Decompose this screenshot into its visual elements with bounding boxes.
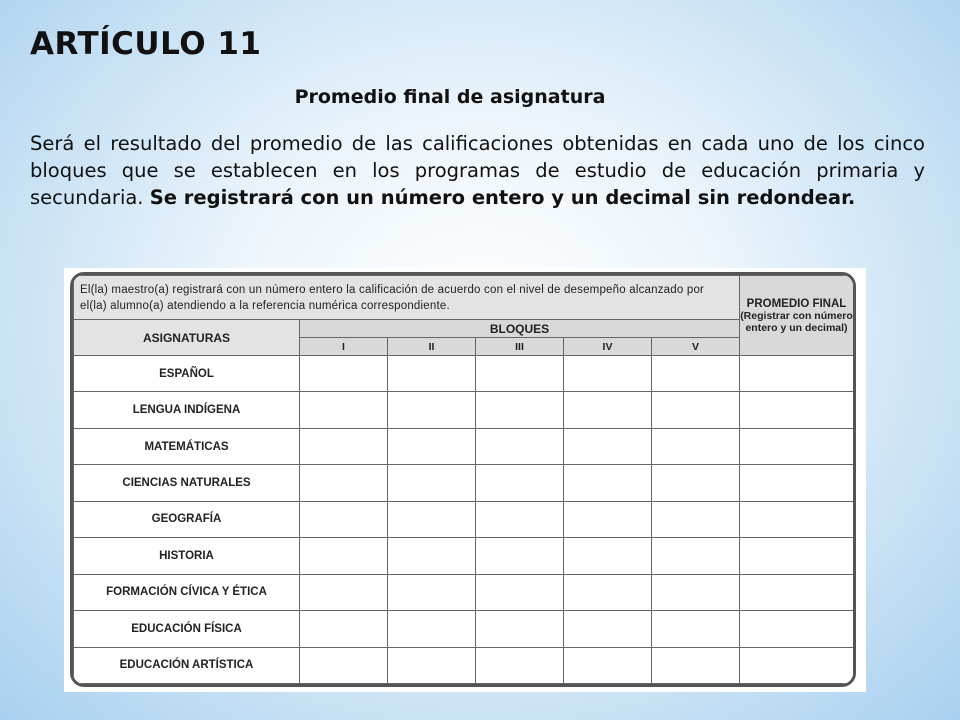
- bloque-grade-cell: [476, 392, 564, 428]
- subject-row: [74, 647, 854, 684]
- subject-row: [74, 428, 854, 464]
- bloque-grade-cell: [388, 392, 476, 428]
- bloque-grade-cell: [388, 465, 476, 501]
- promedio-final-cell: [740, 538, 854, 574]
- promedio-final-cell: [740, 356, 854, 392]
- bloque-grade-cell: [564, 501, 652, 537]
- subject-name: EDUCACIÓN FÍSICA: [74, 611, 300, 647]
- subject-name: ESPAÑOL: [74, 356, 300, 392]
- bloque-grade-cell: [300, 574, 388, 610]
- bloque-grade-cell: [652, 465, 740, 501]
- subject-row: [74, 356, 854, 392]
- promedio-final-note: (Registrar con número entero y un decimal): [740, 309, 853, 334]
- instruction-text: El(la) maestro(a) registrará con un número entero la calificación de acuerdo con el nivel de desempeño alcanzado por el(la) alumno(a) atendiendo a la referencia numérica correspondiente.: [74, 276, 740, 320]
- article-paragraph: [30, 130, 925, 211]
- bloque-grade-cell: [388, 611, 476, 647]
- bloque-grade-cell: [300, 647, 388, 684]
- instruction-row: [74, 276, 854, 320]
- bloque-grade-cell: [652, 647, 740, 684]
- bloque-grade-cell: [476, 538, 564, 574]
- promedio-final-cell: [740, 647, 854, 684]
- subject-name: GEOGRAFÍA: [74, 501, 300, 537]
- bloque-grade-cell: [564, 611, 652, 647]
- subject-row: [74, 611, 854, 647]
- promedio-final-cell: [740, 392, 854, 428]
- bloque-grade-cell: [300, 465, 388, 501]
- bloque-grade-cell: [388, 574, 476, 610]
- bloque-grade-cell: [652, 574, 740, 610]
- promedio-final-cell: [740, 465, 854, 501]
- page-title: ARTÍCULO 11: [30, 26, 262, 62]
- bloque-label: III: [476, 338, 564, 356]
- asignaturas-header: ASIGNATURAS: [74, 320, 300, 356]
- bloque-grade-cell: [476, 647, 564, 684]
- bloque-grade-cell: [564, 538, 652, 574]
- bloques-header-row: [74, 320, 854, 338]
- subject-row: [74, 538, 854, 574]
- bloque-grade-cell: [388, 647, 476, 684]
- subject-row: [74, 392, 854, 428]
- bloque-grade-cell: [388, 428, 476, 464]
- subject-row: [74, 465, 854, 501]
- bloque-grade-cell: [564, 465, 652, 501]
- subject-name: HISTORIA: [74, 538, 300, 574]
- bloque-grade-cell: [476, 356, 564, 392]
- bloque-grade-cell: [300, 428, 388, 464]
- subject-name: LENGUA INDÍGENA: [74, 392, 300, 428]
- bloque-grade-cell: [564, 647, 652, 684]
- bloque-grade-cell: [476, 574, 564, 610]
- bloque-label: I: [300, 338, 388, 356]
- paragraph-bold-text: Se registrará con un número entero y un decimal sin redondear.: [149, 186, 856, 209]
- subject-row: [74, 574, 854, 610]
- grades-table: [73, 275, 854, 684]
- bloque-grade-cell: [652, 356, 740, 392]
- bloque-grade-cell: [652, 392, 740, 428]
- promedio-final-title: PROMEDIO FINAL: [746, 297, 847, 310]
- bloque-grade-cell: [564, 392, 652, 428]
- bloque-grade-cell: [300, 611, 388, 647]
- grades-form-frame: [70, 272, 856, 687]
- promedio-final-cell: [740, 611, 854, 647]
- bloque-grade-cell: [476, 501, 564, 537]
- bloque-label: V: [652, 338, 740, 356]
- bloque-grade-cell: [300, 538, 388, 574]
- paragraph-normal-text: Será el resultado del promedio de las calificaciones obtenidas en cada uno de los cinco bloques que se establecen en los programas de estudio de educación primaria y secundaria.: [30, 132, 925, 209]
- bloque-grade-cell: [652, 538, 740, 574]
- subject-name: FORMACIÓN CÍVICA Y ÉTICA: [74, 574, 300, 610]
- bloque-label: II: [388, 338, 476, 356]
- bloque-grade-cell: [388, 356, 476, 392]
- bloque-grade-cell: [300, 392, 388, 428]
- bloque-grade-cell: [564, 356, 652, 392]
- subject-name: EDUCACIÓN ARTÍSTICA: [74, 647, 300, 684]
- bloque-grade-cell: [476, 611, 564, 647]
- section-subtitle: Promedio final de asignatura: [294, 86, 606, 108]
- bloques-header: BLOQUES: [300, 320, 740, 338]
- bloque-grade-cell: [300, 356, 388, 392]
- bloque-grade-cell: [564, 428, 652, 464]
- promedio-final-cell: [740, 428, 854, 464]
- bloque-grade-cell: [388, 538, 476, 574]
- subject-row: [74, 501, 854, 537]
- bloque-grade-cell: [564, 574, 652, 610]
- grades-form-image: [64, 268, 866, 692]
- promedio-final-cell: [740, 501, 854, 537]
- bloque-grade-cell: [300, 501, 388, 537]
- bloque-grade-cell: [652, 501, 740, 537]
- subject-name: CIENCIAS NATURALES: [74, 465, 300, 501]
- subject-name: MATEMÁTICAS: [74, 428, 300, 464]
- bloque-grade-cell: [388, 501, 476, 537]
- bloque-grade-cell: [652, 611, 740, 647]
- bloque-grade-cell: [476, 428, 564, 464]
- promedio-final-header: [740, 276, 854, 356]
- bloque-grade-cell: [476, 465, 564, 501]
- promedio-final-cell: [740, 574, 854, 610]
- bloque-grade-cell: [652, 428, 740, 464]
- bloque-label: IV: [564, 338, 652, 356]
